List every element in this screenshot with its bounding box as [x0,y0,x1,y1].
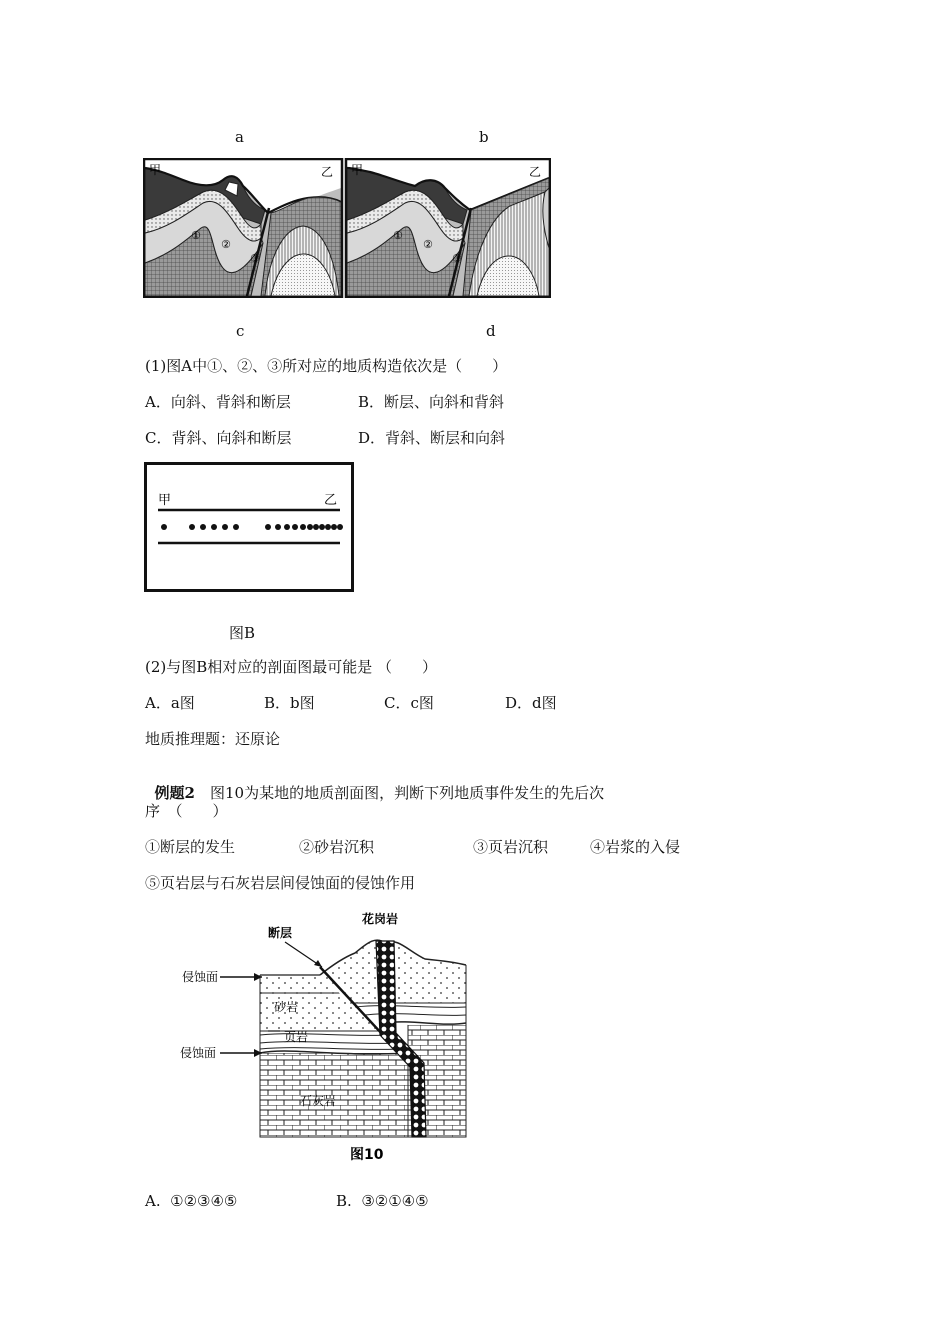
event-4: ④岩浆的入侵 [590,838,681,856]
fig10-label-erosion-surface-1: 侵蚀面 [182,970,219,984]
panel-right-mark-2: ② [423,238,433,251]
question-2-option-b: B．b图 [264,694,315,712]
fig10-label-sandstone: 砂岩 [274,1000,299,1014]
fig10-caption: 图10 [350,1147,384,1163]
question-1-option-c: C．背斜、向斜和断层 [145,429,292,447]
answer-option-b: B. ③②①④⑤ [336,1192,429,1210]
fig10-label-granite: 花岗岩 [362,912,399,926]
question-2-option-a: A．a图 [145,694,195,712]
panel-left-mark-1: ① [191,229,201,242]
figure-b-caption: 图B [229,624,256,642]
question-1-option-b: B．断层、向斜和背斜 [358,393,505,411]
panel-right-west-label: 甲 [351,163,364,177]
cross-section-panel-left [144,159,342,297]
figure-a-cross-sections [143,158,551,298]
panel-right-mark-1: ① [393,229,403,242]
answer-option-a: A. ①②③④⑤ [145,1192,238,1210]
figure-10-cross-section [180,905,480,1167]
question-2-option-d: D．d图 [505,694,557,712]
figure-b-east-label: 乙 [324,493,338,508]
cross-section-panel-right [346,159,550,297]
figure-b-west-label: 甲 [158,493,172,508]
fig10-label-shale: 页岩 [284,1030,309,1044]
section-title: 地质推理题：还原论 [145,730,281,748]
fig10-label-erosion-surface-2: 侵蚀面 [180,1046,217,1060]
event-5: ⑤页岩层与石灰岩层间侵蚀面的侵蚀作用 [145,874,416,892]
question-1-option-a: A．向斜、背斜和断层 [145,393,291,411]
fig10-label-limestone: 石灰岩 [300,1094,337,1108]
figure-a-label-b: b [479,128,489,146]
panel-right-mark-3: ③ [452,252,462,265]
example-text-line-1: 图10为某地的地质剖面图，判断下列地质事件发生的先后次 [194,784,605,802]
panel-left-west-label: 甲 [149,163,162,177]
panel-left-mark-3: ③ [250,252,260,265]
figure-a-label-a: a [235,128,244,146]
event-2: ②砂岩沉积 [299,838,375,856]
panel-right-east-label: 乙 [529,165,542,179]
fig10-label-fault: 断层 [268,926,293,940]
figure-b-map [144,462,356,594]
question-1-stem: (1)图A中①、②、③所对应的地质构造依次是（ ） [145,357,508,375]
question-2-stem: (2)与图B相对应的剖面图最可能是 （ ） [145,658,438,676]
panel-left-east-label: 乙 [321,165,334,179]
event-1: ①断层的发生 [145,838,236,856]
figure-a-label-c: c [236,322,245,340]
example-label: 例题2 [154,784,195,802]
figure-a-label-d: d [486,322,496,340]
panel-left-mark-2: ② [221,238,231,251]
question-2-option-c: C．c图 [384,694,434,712]
event-3: ③页岩沉积 [473,838,549,856]
question-1-option-d: D．背斜、断层和向斜 [358,429,506,447]
example-text-line-2: 序 （ ） [145,802,228,820]
